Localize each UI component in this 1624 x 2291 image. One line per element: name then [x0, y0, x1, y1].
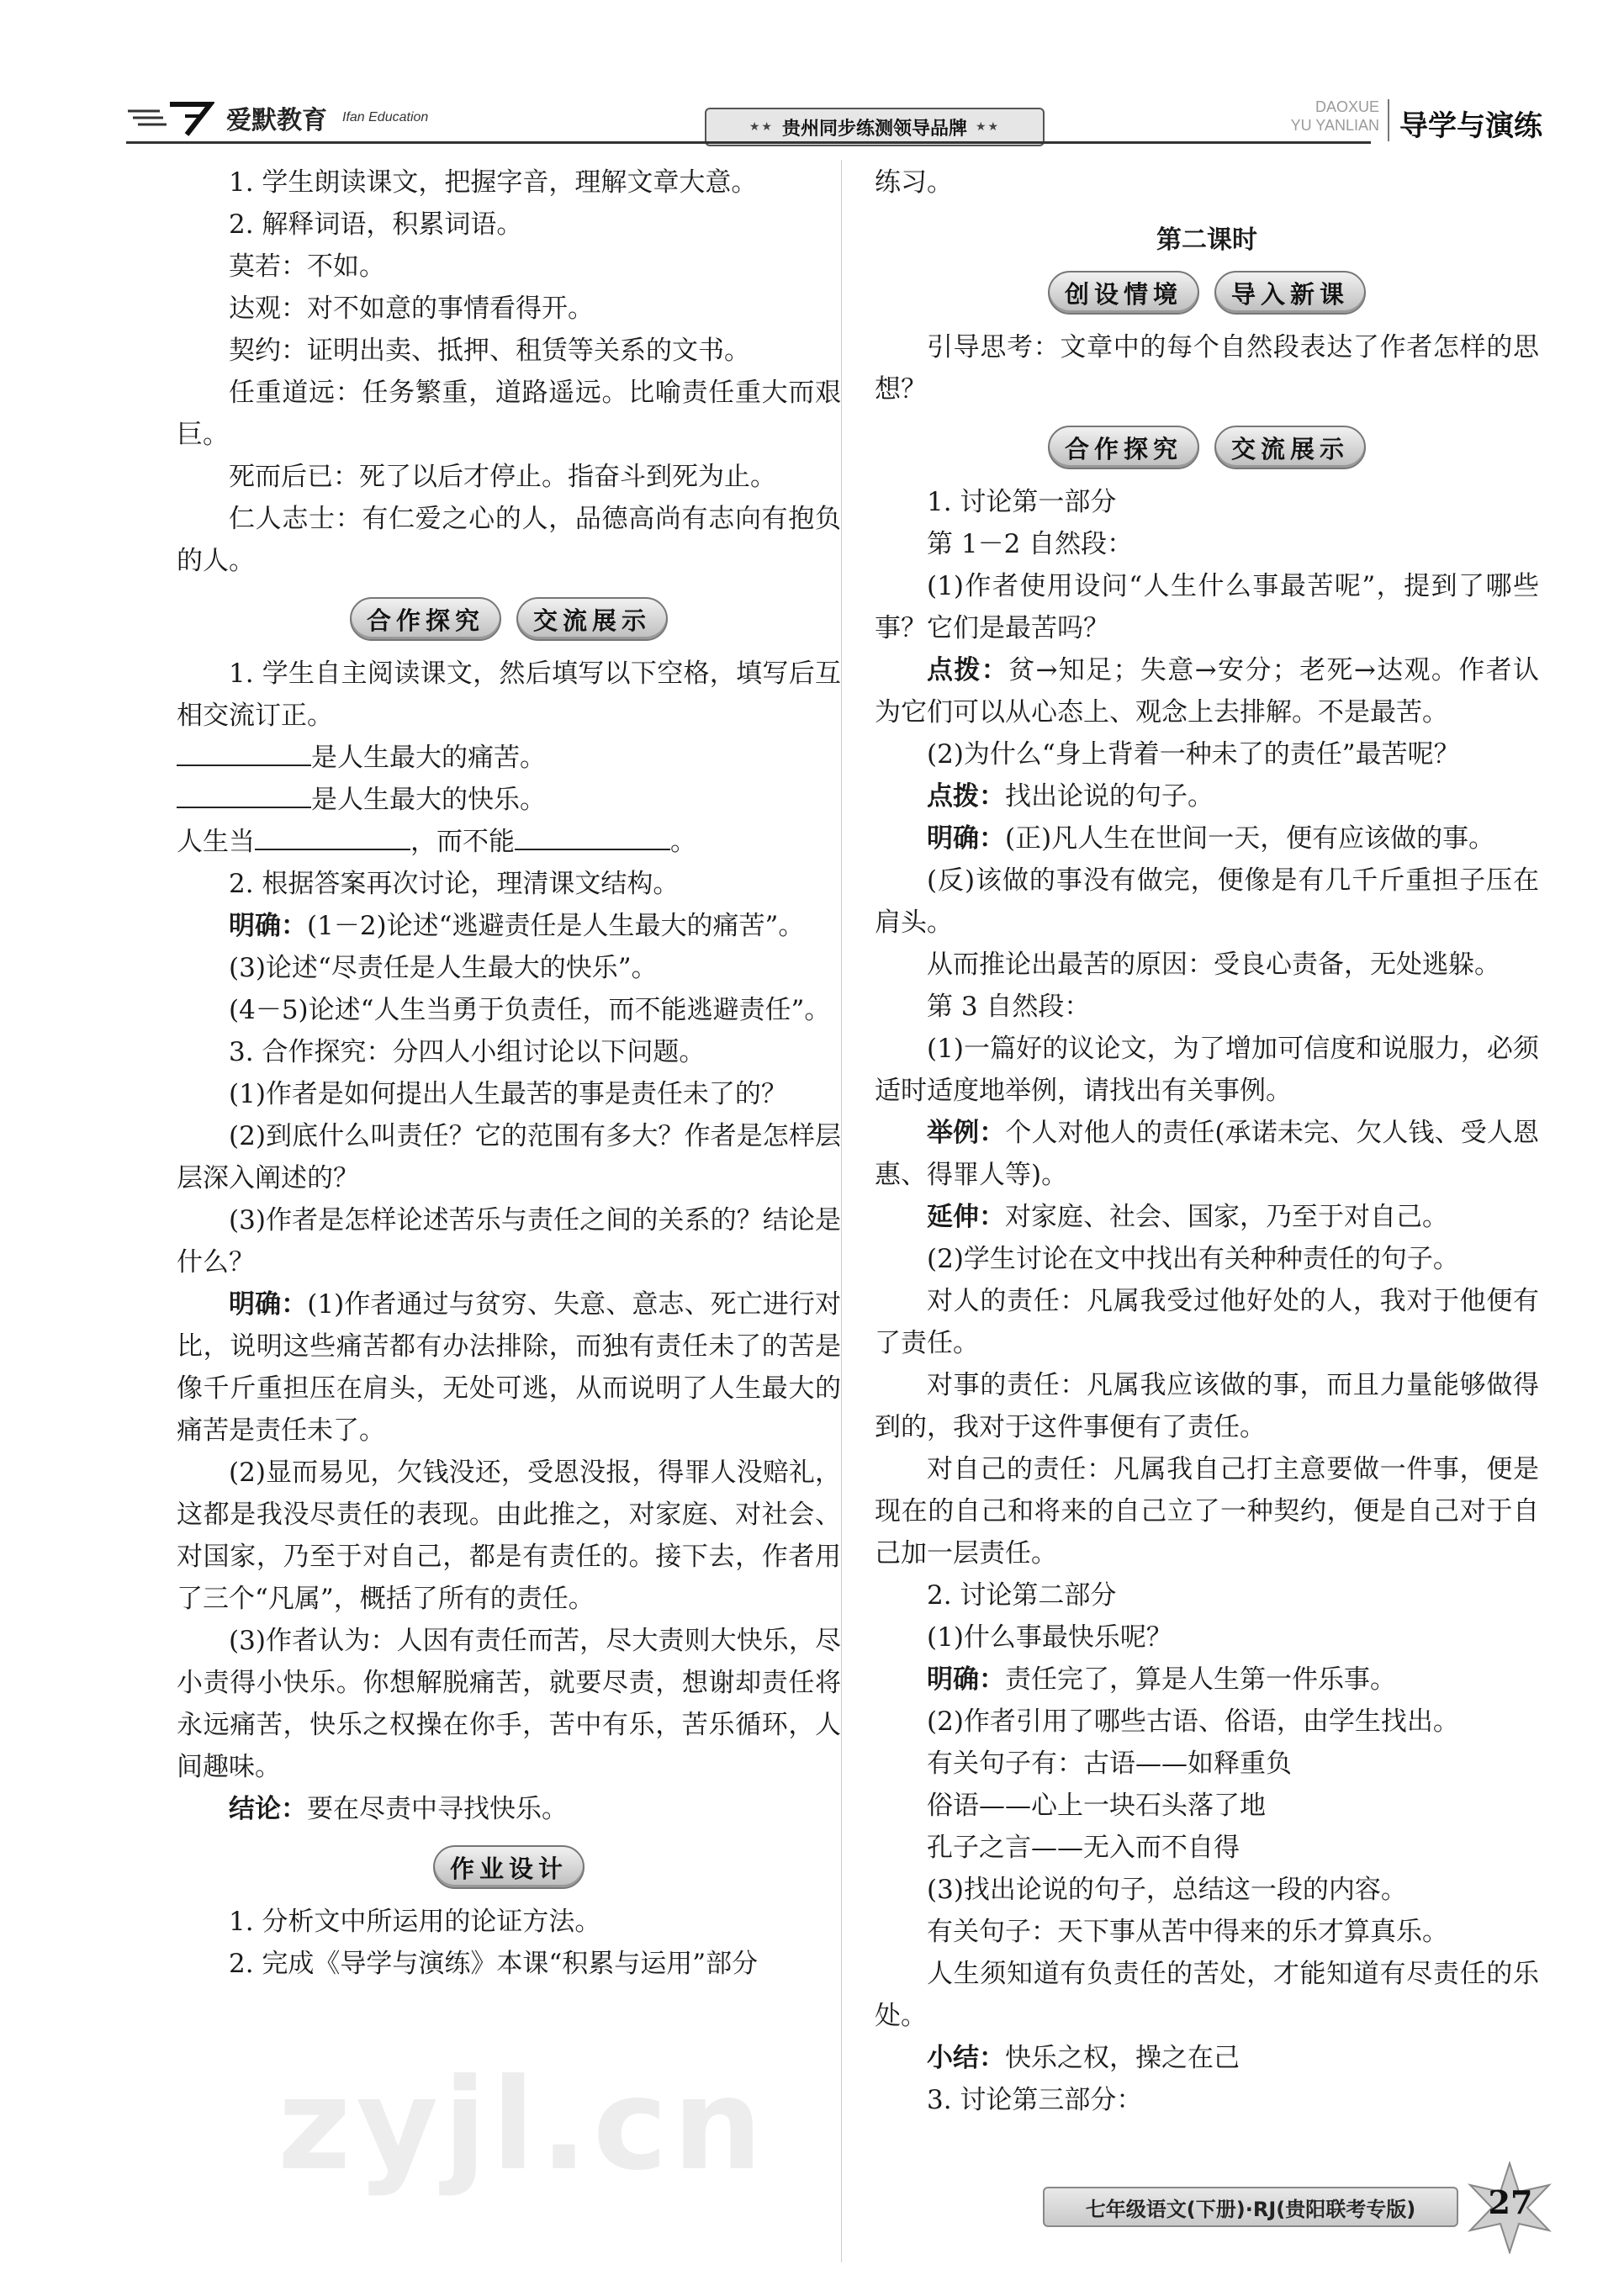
edition-label: 七年级语文(下册)·RJ(贵阳联考专版) — [1043, 2187, 1458, 2227]
text-content: 个人对他人的责任(承诺未完、欠人钱、受人恩惠、得罪人等)。 — [875, 1118, 1540, 1190]
text-line: (4－5)论述“人生当勇于负责任，而不能逃避责任”。 — [229, 995, 831, 1025]
label-bold: 延伸： — [927, 1202, 1005, 1232]
section-banner — [875, 426, 1539, 469]
label-bold: 点拨： — [927, 655, 1009, 685]
text-line: 莫若：不如。 — [229, 251, 385, 282]
label-bold: 点拨： — [927, 781, 1005, 812]
text-line: 对自己的责任：凡属我自己打主意要做一件事，便是现在的自己和将来的自己立了一种契约，便是自己对于自己加一层责任。 — [875, 1454, 1539, 1569]
text-line: (2)显而易见，欠钱没还，受恩没报，得罪人没赔礼，这都是我没尽责任的表现。由此推之，对家庭、对社会、对国家，乃至于对自己，都是有责任的。接下去，作者用了三个“凡属”，概括了所有的责任。 — [177, 1458, 841, 1614]
page-number: 27 — [1488, 2183, 1533, 2221]
label-bold: 明确： — [927, 1664, 1005, 1695]
text-line: (2)作者引用了哪些古语、俗语，由学生找出。 — [927, 1706, 1459, 1737]
label-bold: 明确： — [927, 823, 1005, 854]
text-line: 有关句子：天下事从苦中得来的乐才算真乐。 — [927, 1917, 1448, 1947]
left-column — [177, 161, 841, 1985]
text-line: 1. 讨论第一部分 — [927, 487, 1117, 517]
brand-name: 爱默教育 — [226, 106, 327, 135]
banner-pill: 合作探究 — [1048, 426, 1199, 469]
text-content: 要在尽责中寻找快乐。 — [307, 1794, 568, 1824]
text-content: 贫→知足；失意→安分；老死→达观。作者认为它们可以从心态上、观念上去排解。不是最苦。 — [875, 655, 1539, 728]
text-line: (1)什么事最快乐呢？ — [927, 1622, 1172, 1653]
label-bold: 明确： — [229, 1289, 308, 1320]
stars-icon: ★★ — [749, 120, 774, 134]
text-line: 对事的责任：凡属我应该做的事，而且力量能够做得到的，我对于这件事便有了责任。 — [875, 1370, 1539, 1442]
answer-blank[interactable] — [255, 823, 410, 850]
text-content: 责任完了，算是人生第一件乐事。 — [1005, 1664, 1396, 1695]
section-banner — [875, 271, 1539, 315]
page-header — [0, 0, 1624, 151]
text-line: (2)到底什么叫责任？它的范围有多大？作者是怎样层层深入阐述的？ — [177, 1121, 841, 1193]
banner-pill: 导入新课 — [1214, 271, 1366, 315]
text-line: (1)作者是如何提出人生最苦的事是责任未了的？ — [229, 1079, 787, 1109]
text-line — [875, 817, 1539, 860]
brand — [126, 99, 428, 136]
text-content: (1)作者通过与贫穷、失意、意志、死亡进行对比，说明这些痛苦都有办法排除，而独有责任未了的苦是像千斤重担压在肩头，无处可逃，从而说明了人生最大的痛苦是责任未了。 — [177, 1289, 842, 1446]
right-column — [875, 161, 1539, 2121]
text-line: (3)作者是怎样论述苦乐与责任之间的关系的？结论是什么？ — [177, 1205, 841, 1278]
text-line — [875, 775, 1539, 817]
text-line: (1)作者使用设问“人生什么事最苦呢”，提到了哪些事？它们是最苦吗？ — [875, 571, 1539, 643]
text-line: 第 3 自然段： — [927, 992, 1091, 1022]
label-bold: 小结： — [927, 2043, 1005, 2073]
text-line: 练习。 — [875, 167, 953, 198]
text-line: 3. 讨论第三部分： — [927, 2085, 1143, 2115]
blank-text: 。 — [670, 827, 696, 857]
text-line — [875, 1196, 1539, 1238]
section-banner — [177, 1845, 841, 1889]
header-rule — [126, 141, 1371, 144]
text-line — [177, 905, 841, 947]
brand-logo-icon — [126, 99, 214, 136]
text-line: 有关句子有：古语——如释重负 — [927, 1749, 1292, 1779]
slogan-text: 贵州同步练测领导品牌 — [781, 118, 967, 140]
text-line — [875, 649, 1539, 733]
label-bold: 结论： — [229, 1794, 307, 1824]
answer-blank[interactable] — [177, 739, 311, 766]
banner-pill: 合作探究 — [350, 597, 501, 641]
text-line: 任重道远：任务繁重，道路遥远。比喻责任重大而艰巨。 — [177, 378, 841, 450]
lesson-title: 第二课时 — [1156, 225, 1257, 255]
text-line — [177, 1788, 841, 1830]
answer-blank[interactable] — [177, 781, 311, 808]
column-divider — [841, 160, 842, 2262]
stars-icon: ★★ — [976, 120, 1001, 134]
text-line — [875, 2037, 1539, 2079]
blank-text: 是人生最大的痛苦。 — [311, 743, 546, 773]
text-line: 1. 学生自主阅读课文，然后填写以下空格，填写后互相交流订正。 — [177, 659, 841, 731]
text-line: 2. 解释词语，积累词语。 — [229, 209, 523, 240]
text-line — [177, 1283, 841, 1452]
text-content: 快乐之权，操之在己 — [1005, 2043, 1240, 2073]
pinyin-line-1: DAOXUE — [1315, 98, 1379, 115]
text-line: 1. 学生朗读课文，把握字音，理解文章大意。 — [229, 167, 758, 198]
text-line: (2)为什么“身上背着一种未了的责任”最苦呢？ — [927, 739, 1460, 770]
section-banner — [177, 597, 841, 641]
fill-blank-line — [177, 737, 841, 779]
blank-text: 人生当 — [177, 827, 255, 857]
text-line — [875, 1659, 1539, 1701]
text-line: (反)该做的事没有做完，便像是有几千斤重担子压在肩头。 — [875, 865, 1539, 938]
text-content: 找出论说的句子。 — [1005, 781, 1214, 812]
text-line: 对人的责任：凡属我受过他好处的人，我对于他便有了责任。 — [875, 1286, 1539, 1358]
book-title: 导学与演练 — [1399, 109, 1542, 143]
text-line: 2. 完成《导学与演练》本课“积累与运用”部分 — [229, 1949, 759, 1979]
text-line: 从而推论出最苦的原因：受良心责备，无处逃躲。 — [927, 950, 1500, 980]
blank-text: ，而不能 — [410, 827, 515, 857]
banner-pill: 交流展示 — [516, 597, 668, 641]
text-line: 第 1－2 自然段： — [927, 529, 1134, 559]
banner-pill: 交流展示 — [1214, 426, 1366, 469]
text-line — [875, 1112, 1539, 1196]
text-line: 人生须知道有负责任的苦处，才能知道有尽责任的乐处。 — [875, 1959, 1539, 2031]
blank-text: 是人生最大的快乐。 — [311, 785, 546, 815]
text-line: (3)找出论说的句子，总结这一段的内容。 — [927, 1875, 1407, 1905]
label-bold: 举例： — [927, 1118, 1006, 1148]
text-line: 达观：对不如意的事情看得开。 — [229, 294, 594, 324]
text-line: 孔子之言——无入而不自得 — [927, 1833, 1240, 1863]
header-pinyin — [1253, 98, 1379, 135]
text-content: 对家庭、社会、国家，乃至于对自己。 — [1005, 1202, 1448, 1232]
text-line: (3)作者认为：人因有责任而苦，尽大责则大快乐，尽小责得小快乐。你想解脱痛苦，就要尽责，想谢却责任将永远痛苦，快乐之权操在你手，苦中有乐，苦乐循环，人间趣味。 — [177, 1626, 841, 1782]
brand-english: Ifan Education — [342, 110, 429, 124]
text-content: (正)凡人生在世间一天，便有应该做的事。 — [1005, 823, 1495, 854]
label-bold: 明确： — [229, 911, 307, 941]
header-separator — [1388, 99, 1389, 141]
text-line: 3. 合作探究：分四人小组讨论以下问题。 — [229, 1037, 706, 1067]
text-line: (3)论述“尽责任是人生最大的快乐”。 — [229, 953, 658, 983]
text-line: 2. 讨论第二部分 — [927, 1580, 1117, 1611]
pinyin-line-2: YU YANLIAN — [1290, 117, 1379, 134]
text-line: (2)学生讨论在文中找出有关种种责任的句子。 — [927, 1244, 1459, 1274]
text-line: 2. 根据答案再次讨论，理清课文结构。 — [229, 869, 680, 899]
watermark: zyjl.cn — [278, 2052, 768, 2198]
fill-blank-line — [177, 779, 841, 821]
banner-pill: 作业设计 — [433, 1845, 585, 1889]
text-line: 仁人志士：有仁爱之心的人，品德高尚有志向有抱负的人。 — [177, 504, 841, 576]
text-line: 死而后已：死了以后才停止。指奋斗到死为止。 — [229, 462, 776, 492]
answer-blank[interactable] — [515, 823, 670, 850]
text-content: (1－2)论述“逃避责任是人生最大的痛苦”。 — [307, 911, 805, 941]
text-line: 1. 分析文中所运用的论证方法。 — [229, 1907, 601, 1937]
text-line: 契约：证明出卖、抵押、租赁等关系的文书。 — [229, 336, 750, 366]
text-line: 引导思考：文章中的每个自然段表达了作者怎样的思想？ — [875, 332, 1539, 405]
banner-pill: 创设情境 — [1048, 271, 1199, 315]
text-line: (1)一篇好的议论文，为了增加可信度和说服力，必须适时适度地举例，请找出有关事例。 — [875, 1034, 1539, 1106]
text-line: 俗语——心上一块石头落了地 — [927, 1791, 1266, 1821]
fill-blank-line — [177, 821, 841, 863]
